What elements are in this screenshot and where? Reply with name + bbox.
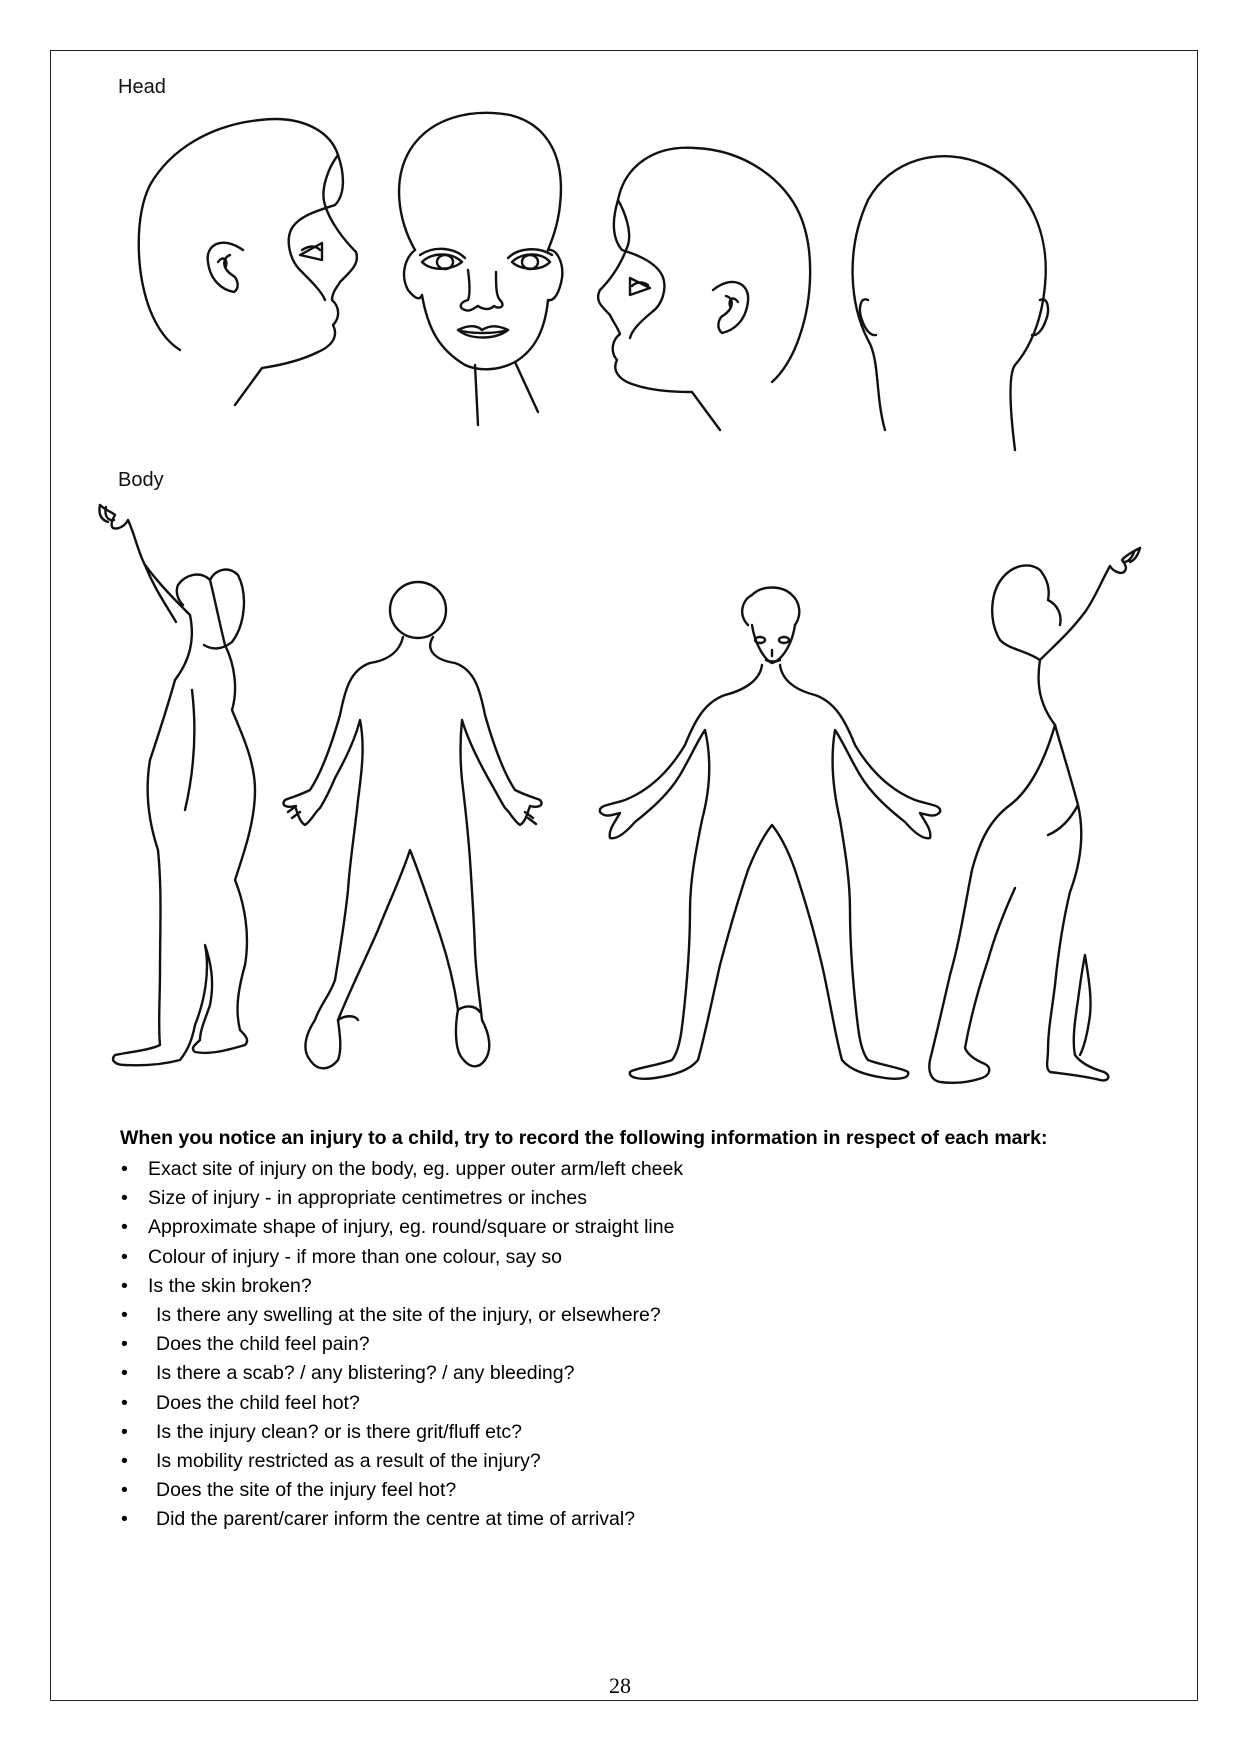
list-item (120, 1184, 1180, 1213)
list-item-text: Does the child feel hot? (156, 1391, 360, 1414)
bullet-icon: • (121, 1479, 128, 1502)
injury-recording-notes (120, 1125, 1180, 1535)
list-item-text: Approximate shape of injury, eg. round/square or straight line (148, 1216, 675, 1239)
bullet-icon: • (121, 1216, 128, 1239)
list-item-text: Size of injury - in appropriate centimetres or inches (148, 1187, 587, 1210)
list-item (120, 1272, 1180, 1301)
bullet-icon: • (121, 1508, 128, 1531)
list-item-text: Is there a scab? / any blistering? / any bleeding? (156, 1362, 575, 1385)
head-back (853, 156, 1048, 450)
list-item-text: Does the child feel pain? (156, 1333, 370, 1356)
head-front (399, 113, 562, 425)
page-number: 28 (609, 1673, 631, 1698)
body-back (283, 582, 541, 1068)
list-item-text: Did the parent/carer inform the centre at time of arrival? (156, 1508, 636, 1531)
head-left-profile (139, 119, 357, 405)
body-section-label: Body (118, 469, 164, 491)
list-item (120, 1476, 1180, 1505)
list-item-text: Is mobility restricted as a result of the injury? (156, 1450, 541, 1473)
body-left-side-arm-raised (99, 505, 255, 1065)
bullet-icon: • (121, 1245, 128, 1268)
bullet-icon: • (121, 1450, 128, 1473)
notes-heading: When you notice an injury to a child, try to record the following information in respect of each mark: (120, 1127, 1048, 1149)
list-item-text: Is there any swelling at the site of the injury, or elsewhere? (156, 1304, 661, 1327)
body-front (600, 588, 940, 1079)
list-item (120, 1243, 1180, 1272)
list-item (120, 1155, 1180, 1184)
list-item (120, 1505, 1180, 1534)
head-section-label: Head (118, 76, 166, 98)
bullet-icon: • (121, 1274, 128, 1297)
list-item (120, 1359, 1180, 1388)
bullet-icon: • (121, 1187, 128, 1210)
list-item-text: Does the site of the injury feel hot? (156, 1479, 457, 1502)
list-item (120, 1213, 1180, 1242)
list-item (120, 1301, 1180, 1330)
list-item (120, 1418, 1180, 1447)
injury-checklist (120, 1155, 1180, 1535)
list-item-text: Is the injury clean? or is there grit/fluff etc? (156, 1420, 522, 1443)
head-right-profile (598, 148, 810, 430)
list-item-text: Exact site of injury on the body, eg. upper outer arm/left cheek (148, 1158, 684, 1180)
bullet-icon: • (121, 1158, 128, 1180)
body-right-side-arm-raised (929, 548, 1140, 1083)
bullet-icon: • (121, 1362, 128, 1385)
list-item (120, 1447, 1180, 1476)
list-item (120, 1330, 1180, 1359)
list-item-text: Colour of injury - if more than one colour, say so (148, 1245, 563, 1268)
bullet-icon: • (121, 1304, 128, 1327)
bullet-icon: • (121, 1391, 128, 1414)
bullet-icon: • (121, 1420, 128, 1443)
list-item (120, 1389, 1180, 1418)
list-item-text: Is the skin broken? (148, 1274, 312, 1297)
bullet-icon: • (121, 1333, 128, 1356)
